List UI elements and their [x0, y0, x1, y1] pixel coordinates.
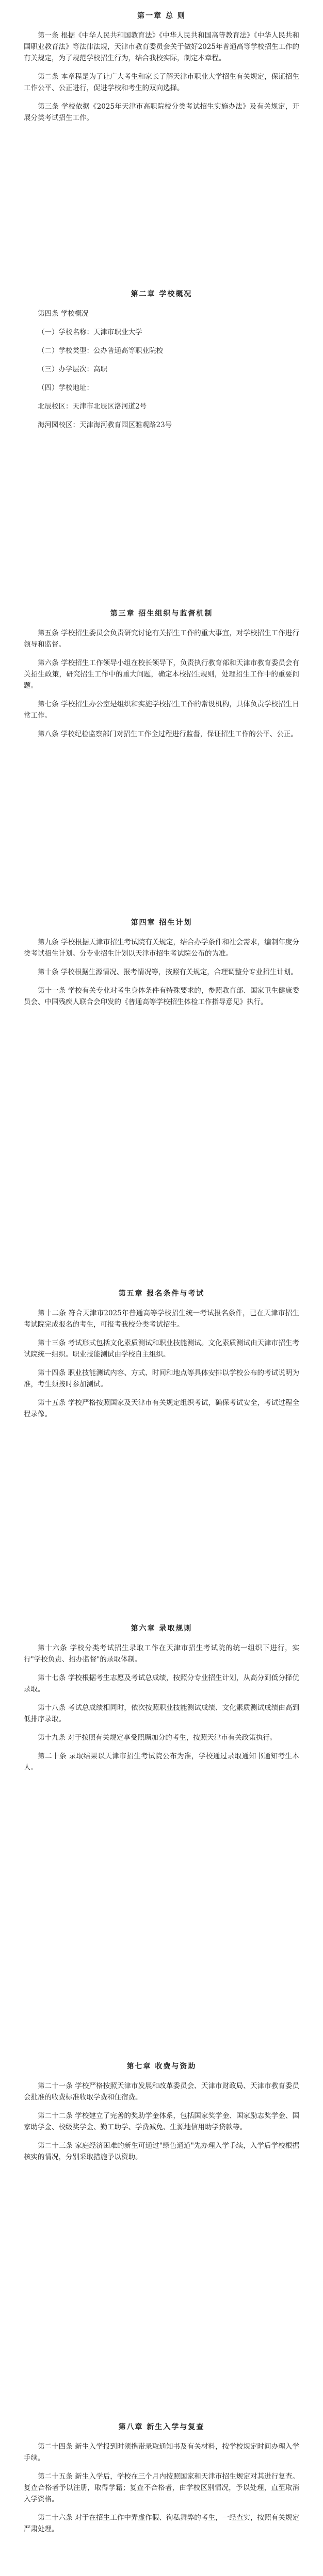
paragraph: 第四条 学校概况 — [38, 310, 89, 318]
section-heading: 第四章 招生计划 — [131, 919, 192, 927]
section-heading: 第七章 收费与资助 — [126, 2062, 197, 2071]
paragraph: 第十七条 学校根据考生志愿及考试总成绩，按照分专业招生计划，从高分到低分择优录取。 — [24, 1674, 299, 1693]
section-block — [24, 917, 299, 1015]
section-heading: 第一章 总 则 — [137, 12, 186, 20]
paragraph: 第二十四条 新生入学报到时须携带录取通知书及有关材料，按学校规定时间办理入学手续。 — [24, 2443, 299, 2462]
paragraph: 第十二条 符合天津市2025年普通高等学校招生统一考试报名条件，已在天津市招生考试院完成报名的考生，可报考我校分类考试招生。 — [24, 1309, 299, 1329]
section-block — [24, 10, 299, 131]
section-block — [24, 1623, 299, 1781]
paragraph: 第八条 学校纪检监察部门对招生工作全过程进行监督，保证招生工作的公平、公正。 — [38, 730, 298, 738]
paragraph: 第二条 本章程是为了让广大考生和家长了解天津市职业大学招生有关规定，保证招生工作公平、公正进行，促进学校和考生的双向选择。 — [24, 73, 299, 92]
paragraph: 第十一条 学校有关专业对考生身体条件有特殊要求的，参照教育部、国家卫生健康委员会、中国残疾人联合会印发的《普通高等学校招生体检工作指导意见》执行。 — [24, 987, 299, 1006]
paragraph: 第十九条 对于按照有关规定享受照顾加分的考生，按照天津市有关政策执行。 — [38, 1734, 277, 1742]
section-heading: 第六章 录取规则 — [131, 1624, 192, 1633]
paragraph: 第二十一条 学校严格按照天津市发展和改革委员会、天津市财政局、天津市教育委员会批准的收费标准收取学费和住宿费。 — [24, 2082, 299, 2102]
paragraph: 第三条 学校依据《2025年天津市高职院校分类考试招生实施办法》及有关规定，开展分类考试招生工作。 — [24, 103, 299, 122]
section-block — [24, 2421, 299, 2542]
paragraph: 第五条 学校招生委员会负责研究讨论有关招生工作的重大事宜，对学校招生工作进行领导和监督。 — [24, 629, 299, 649]
paragraph: 第二十条 录取结果以天津市招生考试院公布为准，学校通过录取通知书通知考生本人。 — [24, 1752, 299, 1772]
section-heading: 第八章 新生入学与复查 — [118, 2423, 205, 2431]
paragraph: 北辰校区：天津市北辰区洛河道2号 — [38, 402, 147, 411]
paragraph: 第十三条 考试形式包括文化素质测试和职业技能测试。文化素质测试由天津市招生考试院统一组织。职业技能测试由学校自主组织。 — [24, 1339, 299, 1359]
section-heading: 第二章 学校概况 — [131, 290, 192, 298]
paragraph: 第七条 学校招生办公室是组织和实施学校招生工作的常设机构，具体负责学校招生日常工作。 — [24, 700, 299, 720]
paragraph: 第二十二条 学校建立了完善的奖助学金体系，包括国家奖学金、国家励志奖学金、国家助学金、校级奖学金、勤工助学、学费减免、生源地信用助学贷款等。 — [24, 2112, 299, 2131]
paragraph: 第一条 根据《中华人民共和国教育法》《中华人民共和国高等教育法》《中华人民共和国职业教育法》等法律法规，天津市教育委员会关于做好2025年普通高等学校招生工作的有关规定，为了规范学校招生行为，结合我校实际，制定本章程。 — [24, 31, 299, 62]
paragraph: （二）学校类型：公办普通高等职业院校 — [38, 347, 163, 355]
paragraph: 第二十三条 家庭经济困难的新生可通过"绿色通道"先办理入学手续，入学后学校根据核实的情况，分别采取措施予以资助。 — [24, 2142, 299, 2161]
section-heading: 第五章 报名条件与考试 — [118, 1290, 205, 1298]
paragraph: 第十五条 学校严格按照国家及天津市有关规定组织考试，确保考试安全，考试过程全程录像。 — [24, 1399, 299, 1418]
paragraph: 第二十五条 新生入学后，学校在三个月内按照国家和天津市招生规定对其进行复查。复查合格者予以注册，取得学籍；复查不合格者，由学校区别情况，予以处理，直至取消入学资格。 — [24, 2472, 299, 2503]
paragraph: （四）学校地址： — [38, 384, 93, 392]
paragraph: 第二十六条 对于在招生工作中弄虚作假、徇私舞弊的考生，一经查实，按照有关规定严肃处理。 — [24, 2514, 299, 2533]
section-block — [24, 1288, 299, 1427]
paragraph: 第六条 学校招生工作领导小组在校长领导下，负责执行教育部和天津市教育委员会有关招生政策，研究招生工作中的重大问题，确定本校招生规则，处理招生工作中的重要问题。 — [24, 659, 299, 690]
paragraph: 第十条 学校根据生源情况、报考情况等，按照有关规定，合理调整分专业招生计划。 — [38, 968, 298, 976]
section-block — [24, 2061, 299, 2170]
paragraph: 海河园校区：天津海河教育园区雅观路23号 — [38, 421, 172, 429]
paragraph: （一）学校名称：天津市职业大学 — [38, 328, 142, 336]
section-heading: 第三章 招生组织与监督机制 — [110, 609, 213, 618]
section-block — [24, 289, 299, 438]
paragraph: （三）办学层次：高职 — [38, 365, 107, 374]
paragraph: 第十六条 学校分类考试招生录取工作在天津市招生考试院的统一组织下进行，实行"学校负责、招办监督"的录取体制。 — [24, 1644, 299, 1664]
section-block — [24, 608, 299, 747]
paragraph: 第十四条 职业技能测试内容、方式、时间和地点等具体安排以学校公布的考试说明为准，考生须按时参加测试。 — [24, 1369, 299, 1388]
paragraph: 第九条 学校根据天津市招生考试院有关规定，结合办学条件和社会需求，编制年度分类考试招生计划。分专业招生计划以天津市招生考试院公布的为准。 — [24, 938, 299, 958]
paragraph: 第十八条 考试总成绩相同时，依次按照职业技能测试成绩、文化素质测试成绩由高到低排序录取。 — [24, 1704, 299, 1723]
